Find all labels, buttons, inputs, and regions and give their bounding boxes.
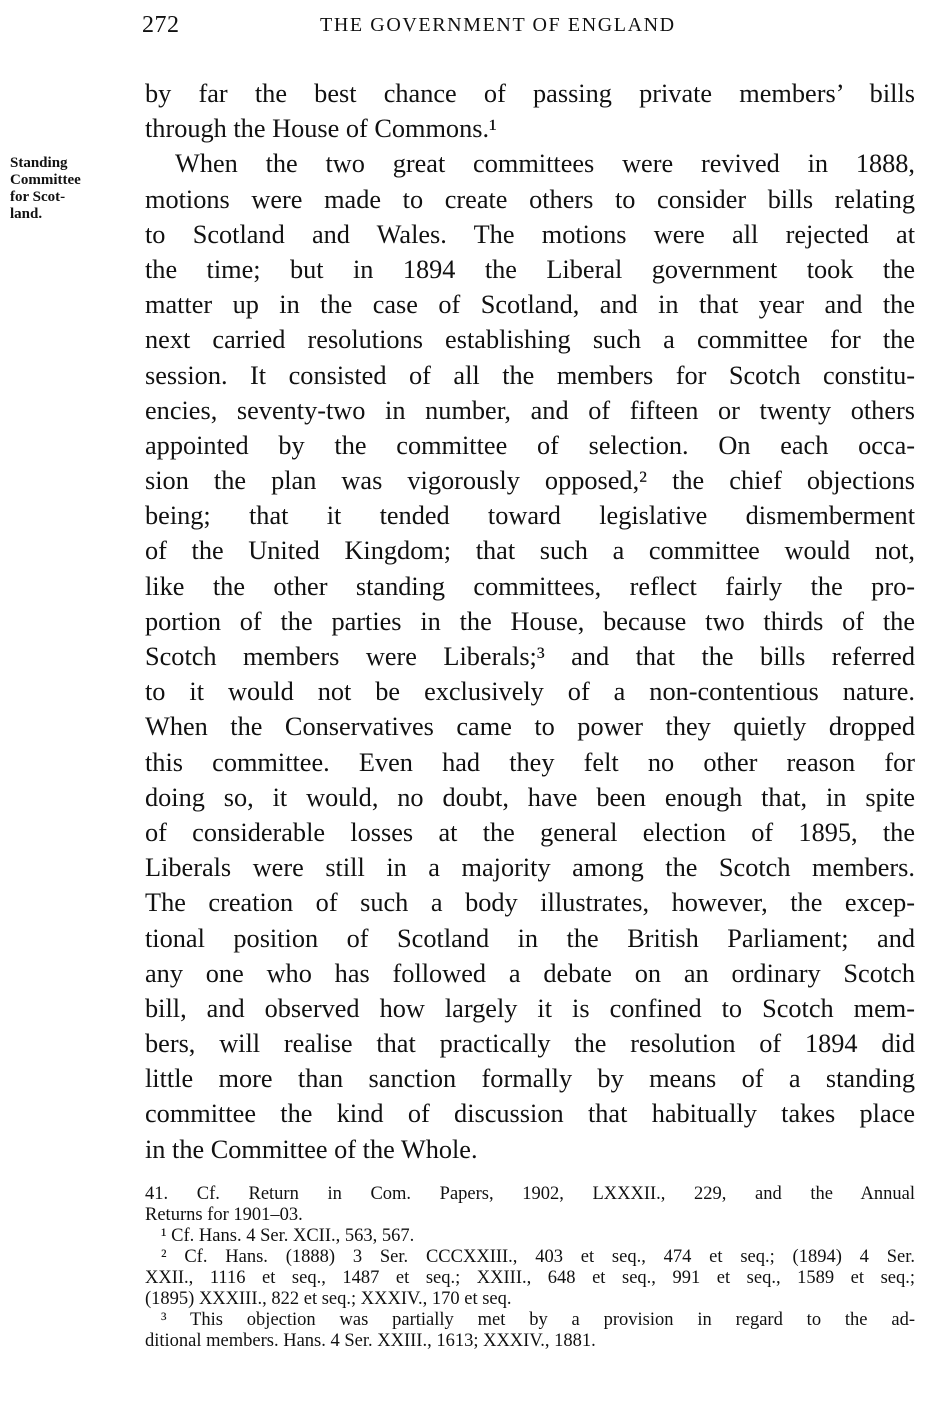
footnote-line: XXII., 1116 et seq., 1487 et seq.; XXIII., 648 et seq., 991 et seq., 1589 et seq.; bbox=[145, 1268, 915, 1288]
body-line: Liberals were still in a majority among the Scotch members. bbox=[145, 853, 915, 883]
body-line: encies, seventy-two in number, and of fifteen or twenty others bbox=[145, 395, 915, 425]
page-header bbox=[142, 12, 918, 42]
sidenote-line: Committee bbox=[10, 172, 81, 188]
body-line: portion of the parties in the House, because two thirds of the bbox=[145, 606, 915, 636]
body-line: the time; but in 1894 the Liberal government took the bbox=[145, 254, 915, 284]
body-line: in the Committee of the Whole. bbox=[145, 1134, 478, 1164]
footnote-line: ditional members. Hans. 4 Ser. XXIII., 1613; XXXIV., 1881. bbox=[145, 1331, 596, 1351]
body-line: through the House of Commons.¹ bbox=[145, 114, 497, 144]
body-line: of the United Kingdom; that such a committee would not, bbox=[145, 536, 915, 566]
body-line: When the two great committees were revived in 1888, bbox=[175, 149, 915, 179]
body-line: doing so, it would, no doubt, have been enough that, in spite bbox=[145, 782, 915, 812]
body-line: motions were made to create others to consider bills relating bbox=[145, 184, 915, 214]
sidenote-line: land. bbox=[10, 206, 43, 222]
body-line: any one who has followed a debate on an ordinary Scotch bbox=[145, 958, 915, 988]
body-line: Scotch members were Liberals;³ and that the bills referred bbox=[145, 642, 915, 671]
body-line: session. It consisted of all the members for Scotch constitu- bbox=[145, 360, 915, 390]
body-line: matter up in the case of Scotland, and in that year and the bbox=[145, 290, 915, 320]
body-line: The creation of such a body illustrates, however, the excep- bbox=[145, 888, 915, 918]
body-line: by far the best chance of passing private members’ bills bbox=[145, 79, 915, 108]
body-line: to it would not be exclusively of a non-contentious nature. bbox=[145, 677, 915, 707]
sidenote-line: Standing bbox=[10, 155, 68, 171]
body-line: bill, and observed how largely it is confined to Scotch mem- bbox=[145, 993, 915, 1023]
footnote-line: ³ This objection was partially met by a provision in regard to the ad- bbox=[161, 1310, 915, 1330]
body-line: sion the plan was vigorously opposed,² the chief objections bbox=[145, 466, 915, 496]
page-number: 272 bbox=[142, 12, 180, 38]
body-line: When the Conservatives came to power they quietly dropped bbox=[145, 712, 915, 742]
body-line: appointed by the committee of selection. On each occa- bbox=[145, 430, 915, 460]
body-line: committee the kind of discussion that habitually takes place bbox=[145, 1099, 915, 1129]
running-head: THE GOVERNMENT OF ENGLAND bbox=[320, 14, 676, 36]
sidenote-line: for Scot- bbox=[10, 189, 66, 205]
footnote-line: ¹ Cf. Hans. 4 Ser. XCII., 563, 567. bbox=[161, 1226, 415, 1246]
body-text bbox=[145, 76, 915, 1167]
margin-sidenote bbox=[10, 155, 125, 223]
body-line: being; that it tended toward legislative dismemberment bbox=[145, 501, 915, 531]
footnote-line: ² Cf. Hans. (1888) 3 Ser. CCCXXIII., 403 et seq., 474 et seq.; (1894) 4 Ser. bbox=[161, 1247, 915, 1267]
body-line: like the other standing committees, reflect fairly the pro- bbox=[145, 571, 915, 601]
body-line: next carried resolutions establishing such a committee for the bbox=[145, 325, 915, 355]
footnote-line: Returns for 1901–03. bbox=[145, 1205, 303, 1225]
body-line: little more than sanction formally by means of a standing bbox=[145, 1064, 915, 1094]
body-line: of considerable losses at the general election of 1895, the bbox=[145, 817, 915, 847]
footnote-line: (1895) XXXIII., 822 et seq.; XXXIV., 170 et seq. bbox=[145, 1289, 512, 1309]
body-line: to Scotland and Wales. The motions were all rejected at bbox=[145, 219, 915, 249]
body-line: this committee. Even had they felt no other reason for bbox=[145, 747, 915, 777]
body-line: bers, will realise that practically the resolution of 1894 did bbox=[145, 1029, 915, 1059]
footnotes bbox=[145, 1184, 915, 1352]
body-line: tional position of Scotland in the British Parliament; and bbox=[145, 923, 915, 953]
footnote-line: 41. Cf. Return in Com. Papers, 1902, LXXXII., 229, and the Annual bbox=[145, 1184, 915, 1204]
